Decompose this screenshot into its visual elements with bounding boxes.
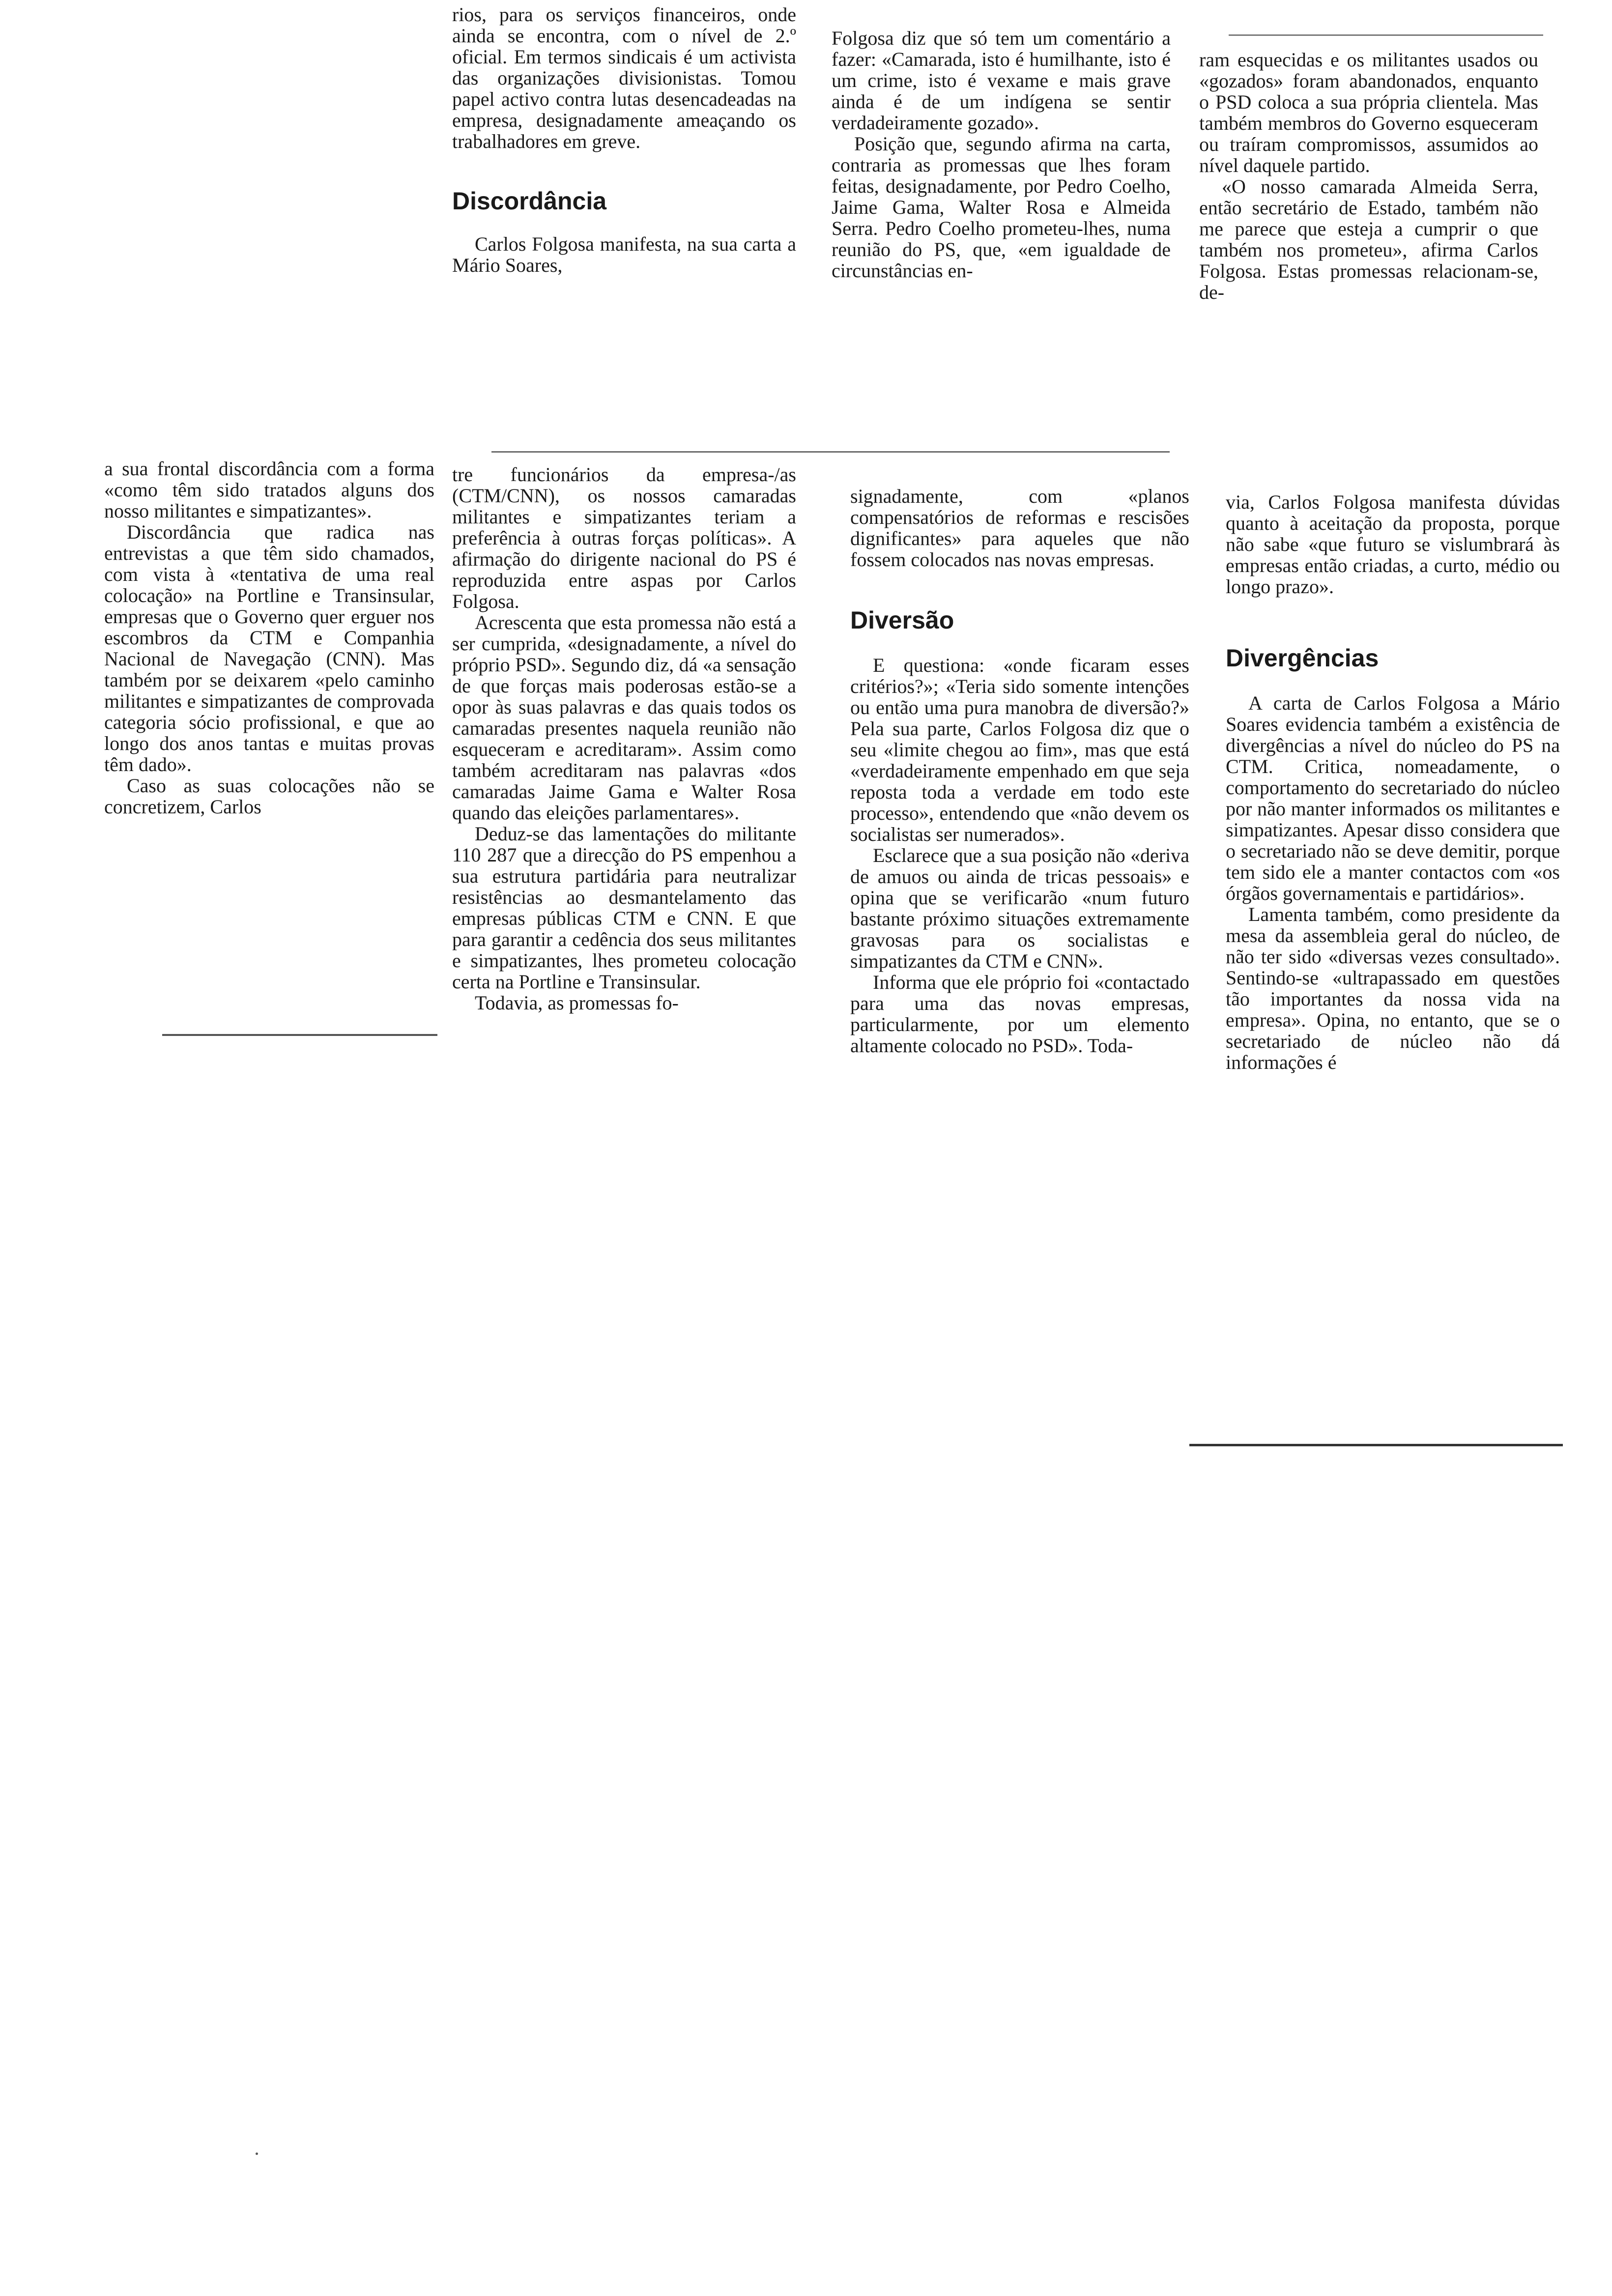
article-column-right-bottom [1226,491,1560,1073]
section-heading-discordancia: Discordância [452,187,607,215]
paragraph: ram esquecidas e os militantes usados ou «gozados» foram abandonados, enquanto o PSD coloca a sua própria clientela. Mas também membros do Governo esqueceram ou traíram compromissos, assumidos ao nível daquele partido. [1199,49,1538,176]
scan-rule-fragment [1189,1444,1563,1446]
article-column-third-bottom [850,486,1189,1056]
paragraph: rios, para os serviços financeiros, onde ainda se encontra, com o nível de 2.º oficial. Em termos sindicais é um activista das organizações divisionistas. Tomou papel activo contra lutas desencadeadas na empresa, designadamente ameaçando os trabalhadores em greve. [452,3,796,152]
paragraph: Deduz-se das lamentações do militante 110 287 que a direcção do PS empenhou a sua estrutura partidária para neutralizar resistências ao desmantelamento das empresas públicas CTM e CNN. E que para garantir a cedência dos seus militantes e simpatizantes, lhes prometeu colocação certa na Portline e Transinsular. [452,823,796,993]
scan-rule-fragment [1229,34,1543,36]
scan-speck [256,2152,258,2155]
paragraph: A carta de Carlos Folgosa a Mário Soares evidencia também a existência de divergências a nível do núcleo do PS na CTM. Critica, nomeadamente, o comportamento do secretariado do núcleo por não manter informados os militantes e simpatizantes. Apesar disso considera que o secretariado não se deve demitir, porque tem sido ele a manter contactos com «os órgãos governamentais e partidários». [1226,692,1560,904]
paragraph: signadamente, com «planos compensatórios de reformas e rescisões dignificantes» para aqueles que não fossem colocados nas novas empresas. [850,485,1189,571]
paragraph: Posição que, segundo afirma na carta, contraria as promessas que lhes foram feitas, designadamente, por Pedro Coelho, Jaime Gama, Walter Rosa e Almeida Serra. Pedro Coelho prometeu-lhes, numa reunião do PS, que, «em igualdade de circunstâncias en- [832,133,1171,282]
section-heading-diversao: Diversão [850,606,954,634]
article-column-second-top [452,4,796,276]
paragraph: Folgosa diz que só tem um comentário a fazer: «Camarada, isto é humilhante, isto é um crime, isto é vexame e mais grave ainda é de um indígena se sentir verdadeiramente gozado». [832,27,1171,134]
paragraph: E questiona: «onde ficaram esses critérios?»; «Teria sido somente intenções ou então uma pura manobra de diversão?» Pela sua parte, Carlos Folgosa diz que o seu «limite chegou ao fim», mas que está «verdadeiramente empenhado em que seja reposta toda a verdade em todo este processo», entendendo que «não devem os socialistas ser numerados». [850,654,1189,845]
article-column-left [104,458,434,817]
paragraph: Carlos Folgosa manifesta, na sua carta a Mário Soares, [452,233,796,276]
paragraph: Discordância que radica nas entrevistas a que têm sido chamados, com vista à «tentativa de uma real colocação» na Portline e Transinsular, empresas que o Governo quer erguer nos escombros da CTM e Companhia Nacional de Navegação (CNN). Mas também por se deixarem «pelo caminho militantes e simpatizantes de comprovada categoria sócio profissional, e que ao longo dos anos tantas e muitas provas têm dado». [104,521,434,775]
paragraph: Esclarece que a sua posição não «deriva de amuos ou ainda de tricas pessoais» e opina que se verificarão «num futuro bastante próximo situações extremamente gravosas para os socialistas e simpatizantes da CTM e CNN». [850,844,1189,972]
paragraph: Acrescenta que esta promessa não está a ser cumprida, «designadamente, a nível do próprio PSD». Segundo diz, dá «a sensação de que forças mais poderosas estão-se a opor às suas palavras e das quais todos os camaradas presentes naquela reunião não esqueceram e acreditaram». Assim como também acreditaram nas palavras «dos camaradas Jaime Gama e Walter Rosa quando das eleições parlamentares». [452,611,796,824]
paragraph: Todavia, as promessas fo- [475,992,679,1014]
paragraph: «O nosso camarada Almeida Serra, então secretário de Estado, também não me parece que esteja a cumprir o que também nos prometeu», afirma Carlos Folgosa. Estas promessas relacionam-se, de- [1199,175,1538,303]
article-column-second-bottom [452,464,796,1013]
paragraph: tre funcionários da empresa-/as (CTM/CNN), os nossos camaradas militantes e simpatizantes teriam a preferência à outras forças políticas». A afirmação do dirigente nacional do PS é reproduzida entre aspas por Carlos Folgosa. [452,463,796,612]
section-heading-divergencias: Divergências [1226,644,1379,672]
scan-rule-fragment [162,1034,437,1036]
paragraph: Caso as suas colocações não se concretizem, Carlos [104,775,434,818]
scan-rule-fragment [491,451,1170,453]
paragraph: a sua frontal discordância com a forma «como têm sido tratados alguns dos nosso militantes e simpatizantes». [104,458,434,522]
paragraph: Lamenta também, como presidente da mesa da assembleia geral do núcleo, de não ter sido «diversas vezes consultado». Sentindo-se «ultrapassado em questões tão importantes da nossa vida na empresa». Opina, no entanto, que se o secretariado de núcleo não dá informações é [1226,903,1560,1073]
paragraph: Informa que ele próprio foi «contactado para uma das novas empresas, particularmente, por um elemento altamente colocado no PSD». Toda- [850,971,1189,1057]
article-column-right-top [1199,49,1538,303]
paragraph: via, Carlos Folgosa manifesta dúvidas quanto à aceitação da proposta, porque não sabe «que futuro se vislumbrará às empresas então criadas, a curto, médio ou longo prazo». [1226,491,1560,598]
article-column-third-top [832,28,1171,281]
